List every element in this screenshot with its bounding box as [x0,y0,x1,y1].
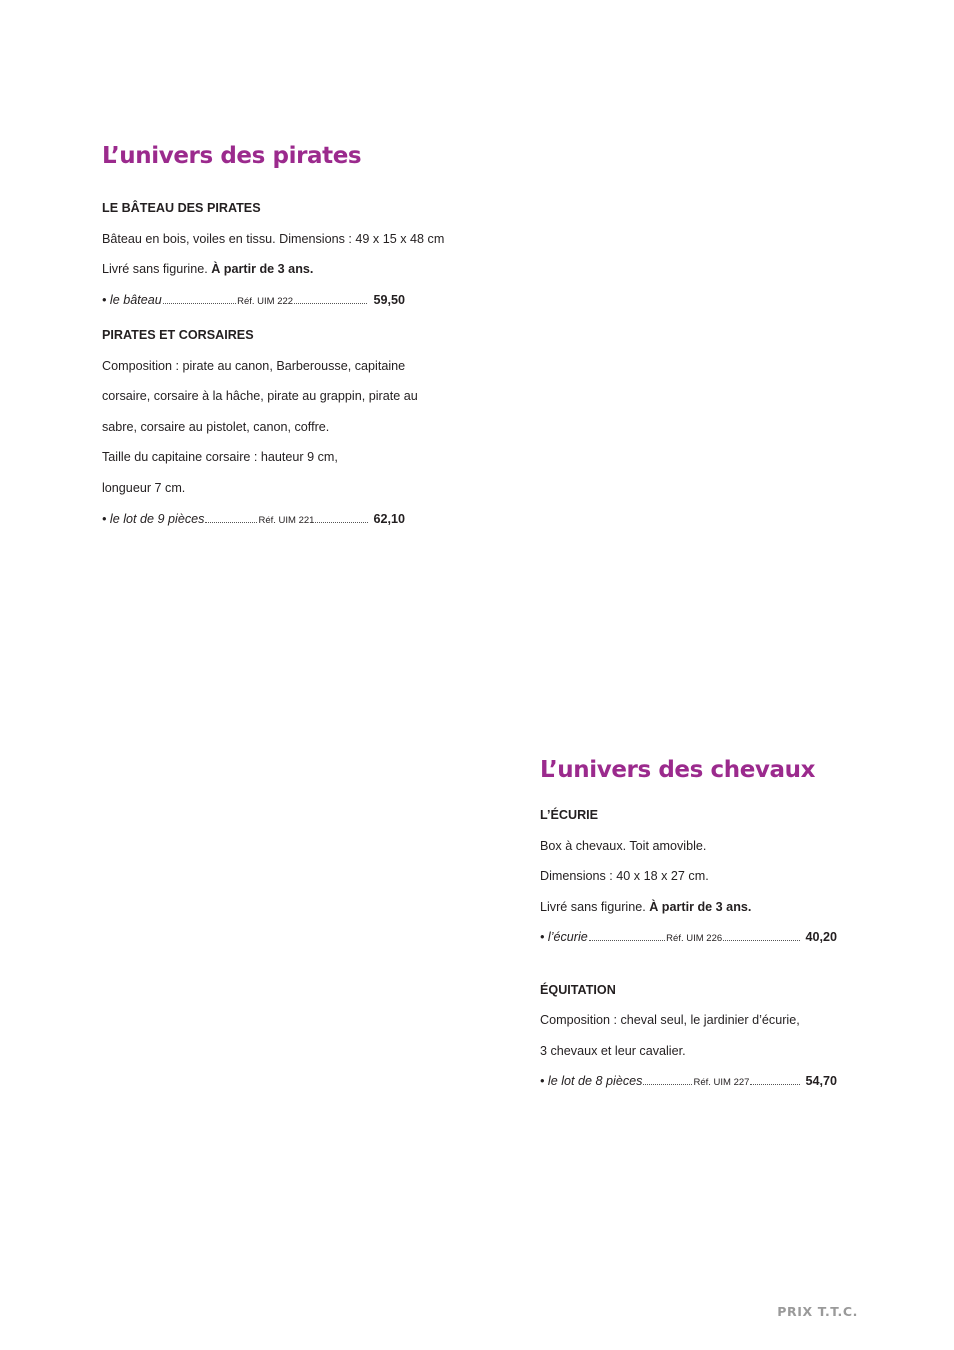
product-description [540,823,860,930]
description-line [540,900,860,915]
product-equitation [540,983,860,1091]
dot-leader [750,1084,799,1085]
price: 40,20 [805,930,838,945]
item-label: • le lot de 8 pièces [540,1074,643,1089]
description-text: Livré sans figurine. [540,899,650,914]
price: 62,10 [373,511,406,526]
product-bateau-des-pirates [102,201,507,309]
product-description [102,343,507,511]
item-label: • le lot de 9 pièces [102,511,205,526]
age-note: À partir de 3 ans. [211,262,314,277]
dot-leader [589,940,665,941]
product-name: ÉQUITATION [540,982,616,997]
price-note: PRIX T.T.C. [777,1304,858,1319]
dot-leader [205,522,257,523]
price-line [540,1074,837,1090]
dot-leader [163,303,236,304]
description-line: Taille du capitaine corsaire : hauteur 9 cm, [102,450,338,465]
section-pirates [102,142,507,528]
price: 59,50 [373,292,405,307]
price-line [540,930,837,946]
price: 54,70 [805,1074,838,1089]
description-line: Dimensions : 40 x 18 x 27 cm. [540,869,709,884]
description-line: sabre, corsaire au pistolet, canon, coffre. [102,419,330,434]
reference: Réf. UIM 221 [258,514,315,526]
description-line: Box à chevaux. Toit amovible. [540,838,707,853]
dot-leader [294,303,367,304]
product-name: L’ÉCURIE [540,808,599,822]
product-pirates-et-corsaires [102,328,507,528]
age-note: À partir de 3 ans. [649,899,752,914]
price-line [102,512,405,528]
reference: Réf. UIM 222 [237,295,294,307]
product-description [540,998,860,1074]
dot-leader [643,1084,692,1085]
description-line: Composition : pirate au canon, Barberousse, capitaine [102,358,406,373]
item-label: • le bâteau [102,292,162,307]
description-line: corsaire, corsaire à la hâche, pirate au grappin, pirate au [102,389,418,404]
description-line: longueur 7 cm. [102,481,186,496]
dot-leader [315,522,367,523]
description-line: 3 chevaux et leur cavalier. [540,1043,686,1058]
description-line: Bâteau en bois, voiles en tissu. Dimensions : 49 x 15 x 48 cm [102,231,445,246]
section-title: L’univers des pirates [102,143,362,169]
product-name: PIRATES ET CORSAIRES [102,328,254,343]
section-chevaux [540,756,860,1091]
description-line: Composition : cheval seul, le jardinier d’écurie, [540,1013,800,1028]
product-ecurie [540,808,860,947]
item-label: • l’écurie [540,930,588,945]
reference: Réf. UIM 227 [693,1077,750,1089]
product-description [102,216,507,292]
dot-leader [723,940,799,941]
reference: Réf. UIM 226 [666,933,723,945]
product-name: LE BÂTEAU DES PIRATES [102,201,261,215]
section-title: L’univers des chevaux [540,757,816,783]
description-line [102,262,507,277]
description-text: Livré sans figurine. [102,262,212,277]
price-line [102,293,405,309]
